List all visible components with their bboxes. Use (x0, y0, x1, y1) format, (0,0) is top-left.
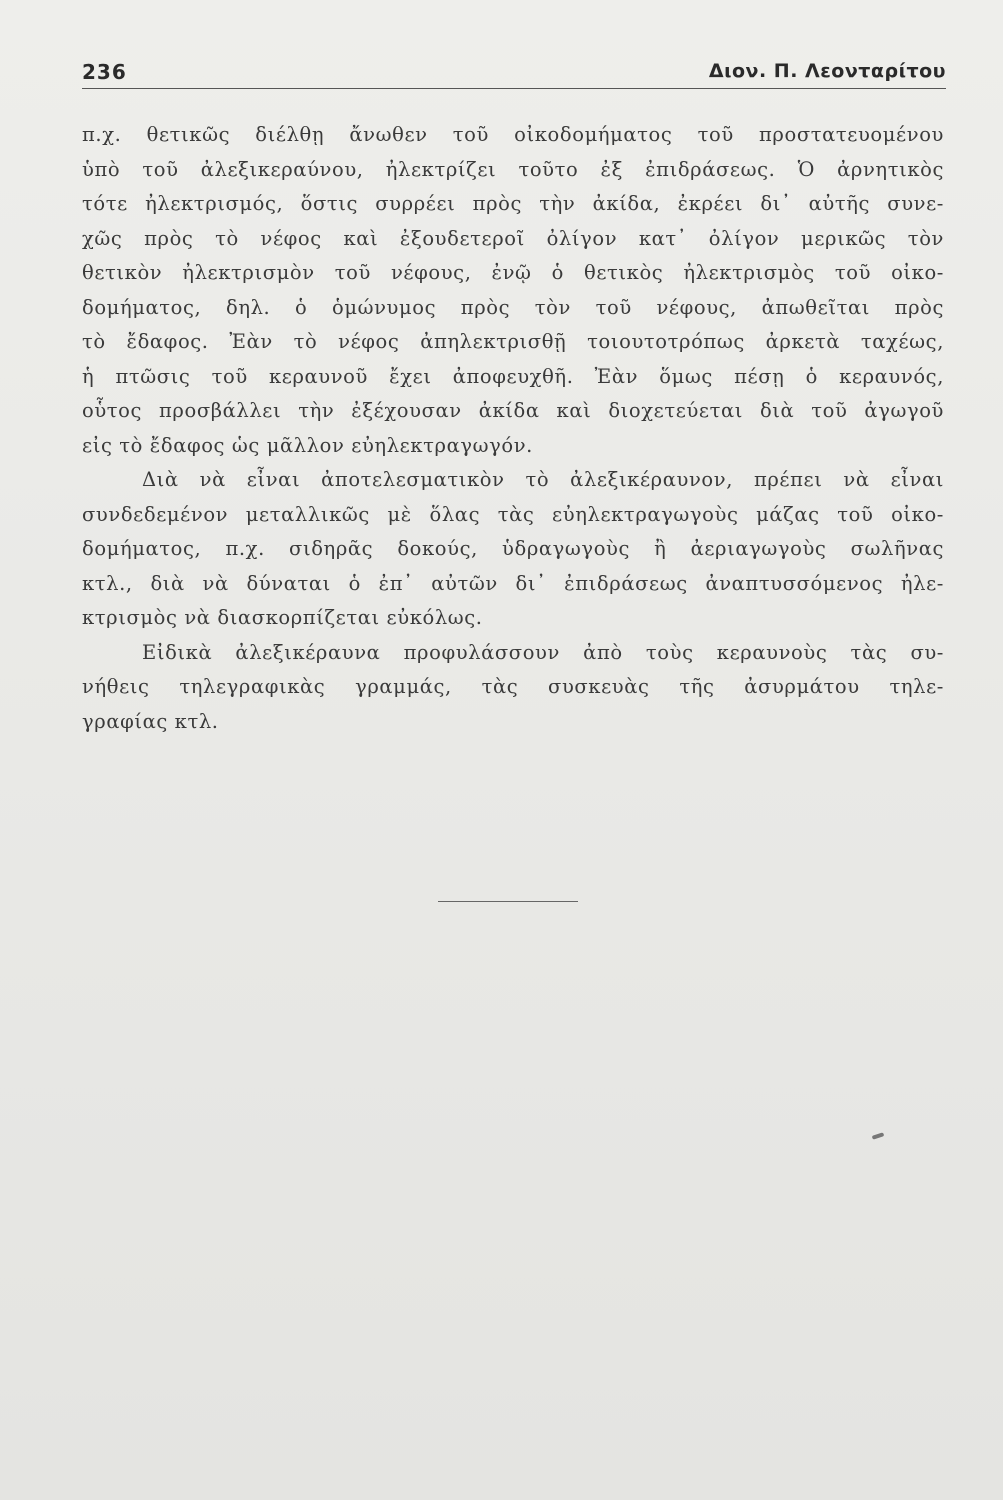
text-line: Εἰδικὰ ἀλεξικέραυνα προφυλάσσουν ἀπὸ τοὺς κεραυνοὺς τὰς συ- (142, 640, 944, 664)
text-line: δομήματος, π.χ. σιδηρᾶς δοκούς, ὑδραγωγοὺς ἢ ἀεριαγωγοὺς σωλῆνας (82, 537, 944, 560)
ink-speck (872, 1132, 885, 1140)
text-line: θετικὸν ἠλεκτρισμὸν τοῦ νέφους, ἐνῷ ὁ θετικὸς ἠλεκτρισμὸς τοῦ οἰκο- (82, 261, 944, 284)
text-line: δομήματος, δηλ. ὁ ὁμώνυμος πρὸς τὸν τοῦ νέφους, ἀπωθεῖται πρὸς (82, 295, 944, 319)
body-text (82, 118, 944, 739)
header-rule (82, 88, 946, 89)
text-line: συνδεδεμένον μεταλλικῶς μὲ ὅλας τὰς εὐηλεκτραγωγοὺς μάζας τοῦ οἰκο- (82, 502, 944, 526)
text-line: Διὰ νὰ εἶναι ἀποτελεσματικὸν τὸ ἀλεξικέραυνον, πρέπει νὰ εἶναι (142, 468, 944, 491)
text-line: τότε ἠλεκτρισμός, ὅστις συρρέει πρὸς τὴν ἀκίδα, ἐκρέει δι᾽ αὐτῆς συνε- (82, 192, 944, 215)
text-line: γραφίας κτλ. (82, 709, 219, 733)
text-line: τὸ ἔδαφος. Ἐὰν τὸ νέφος ἀπηλεκτρισθῇ τοιουτοτρόπως ἀρκετὰ ταχέως, (82, 330, 944, 353)
text-line: νήθεις τηλεγραφικὰς γραμμάς, τὰς συσκευὰς τῆς ἀσυρμάτου τηλε- (82, 675, 944, 698)
text-line: εἰς τὸ ἔδαφος ὡς μᾶλλον εὐηλεκτραγωγόν. (82, 433, 533, 457)
text-line: χῶς πρὸς τὸ νέφος καὶ ἐξουδετεροῖ ὀλίγον κατ᾽ ὀλίγον μερικῶς τὸν (82, 226, 944, 250)
page-number: 236 (82, 60, 127, 84)
text-line: οὗτος προσβάλλει τὴν ἐξέχουσαν ἀκίδα καὶ διοχετεύεται διὰ τοῦ ἀγωγοῦ (82, 399, 944, 422)
text-line: κτλ., διὰ νὰ δύναται ὁ ἐπ᾽ αὐτῶν δι᾽ ἐπιδράσεως ἀναπτυσσόμενος ἠλε- (82, 571, 944, 595)
text-line: κτρισμὸς νὰ διασκορπίζεται εὐκόλως. (82, 606, 483, 629)
running-title: Διον. Π. Λεονταρίτου (708, 60, 946, 82)
running-head (82, 60, 946, 90)
text-line: π.χ. θετικῶς διέλθῃ ἄνωθεν τοῦ οἰκοδομήματος τοῦ προστατευομένου (82, 123, 944, 146)
section-end-rule (438, 901, 578, 902)
text-line: ὑπὸ τοῦ ἀλεξικεραύνου, ἠλεκτρίζει τοῦτο ἐξ ἐπιδράσεως. Ὁ ἀρνητικὸς (82, 157, 944, 181)
text-line: ἡ πτῶσις τοῦ κεραυνοῦ ἔχει ἀποφευχθῆ. Ἐὰν ὅμως πέσῃ ὁ κεραυνός, (82, 364, 944, 388)
